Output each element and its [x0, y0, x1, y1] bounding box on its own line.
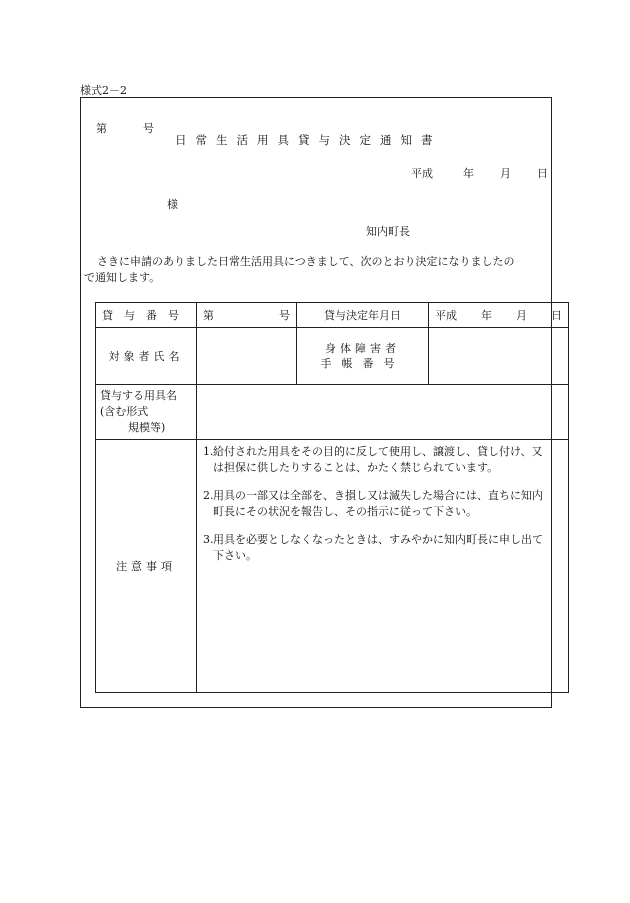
- item-name-label: 貸与する用具名 (含む形式 規模等): [96, 385, 197, 440]
- decision-date-label: 貸与決定年月日: [297, 303, 429, 328]
- disability-handbook-label: 身体障害者 手帳番号: [297, 328, 429, 385]
- addressee-suffix: 様: [167, 198, 178, 211]
- body-text: [84, 254, 550, 286]
- doc-number-go: 号: [143, 122, 154, 135]
- form-label: 様式2－2: [80, 84, 127, 97]
- date-era: 平成: [411, 167, 433, 180]
- issue-date: [411, 165, 548, 181]
- date-month: 月: [500, 167, 511, 180]
- note-item: 3.用具を必要としなくなったときは、すみやかに知内町長に申し出て 下さい。: [203, 533, 543, 562]
- subject-name-field: [197, 328, 297, 385]
- item-name-field: [197, 385, 569, 440]
- date-day: 日: [537, 167, 548, 180]
- body-line-2: で通知します。: [84, 271, 161, 284]
- decision-table: [95, 302, 569, 693]
- body-line-1: さきに申請のありました日常生活用具につきまして、次のとおり決定になりましたの: [97, 255, 515, 268]
- lending-number-field: 第 号: [197, 303, 297, 328]
- document-number: [96, 120, 154, 136]
- document-title: 日常生活用具貸与決定通知書: [175, 133, 442, 147]
- notes-list: [197, 440, 569, 693]
- subject-name-label: 対象者氏名: [96, 328, 197, 385]
- note-item: 1.給付された用具をその目的に反して使用し、譲渡し、貸し付け、又 は担保に供したりすることは、かたく禁じられています。: [203, 445, 543, 474]
- disability-handbook-field: [429, 328, 569, 385]
- lending-number-label: 貸与番号: [96, 303, 197, 328]
- notes-label: 注意事項: [96, 440, 197, 693]
- decision-date-field: 平成 年 月 日: [429, 303, 569, 328]
- doc-number-dai: 第: [96, 122, 107, 135]
- note-item: 2.用具の一部又は全部を、き損し又は滅失した場合には、直ちに知内 町長にその状況を報告し、その指示に従って下さい。: [203, 489, 543, 518]
- date-year: 年: [463, 167, 474, 180]
- issuer-name: 知内町長: [366, 225, 410, 238]
